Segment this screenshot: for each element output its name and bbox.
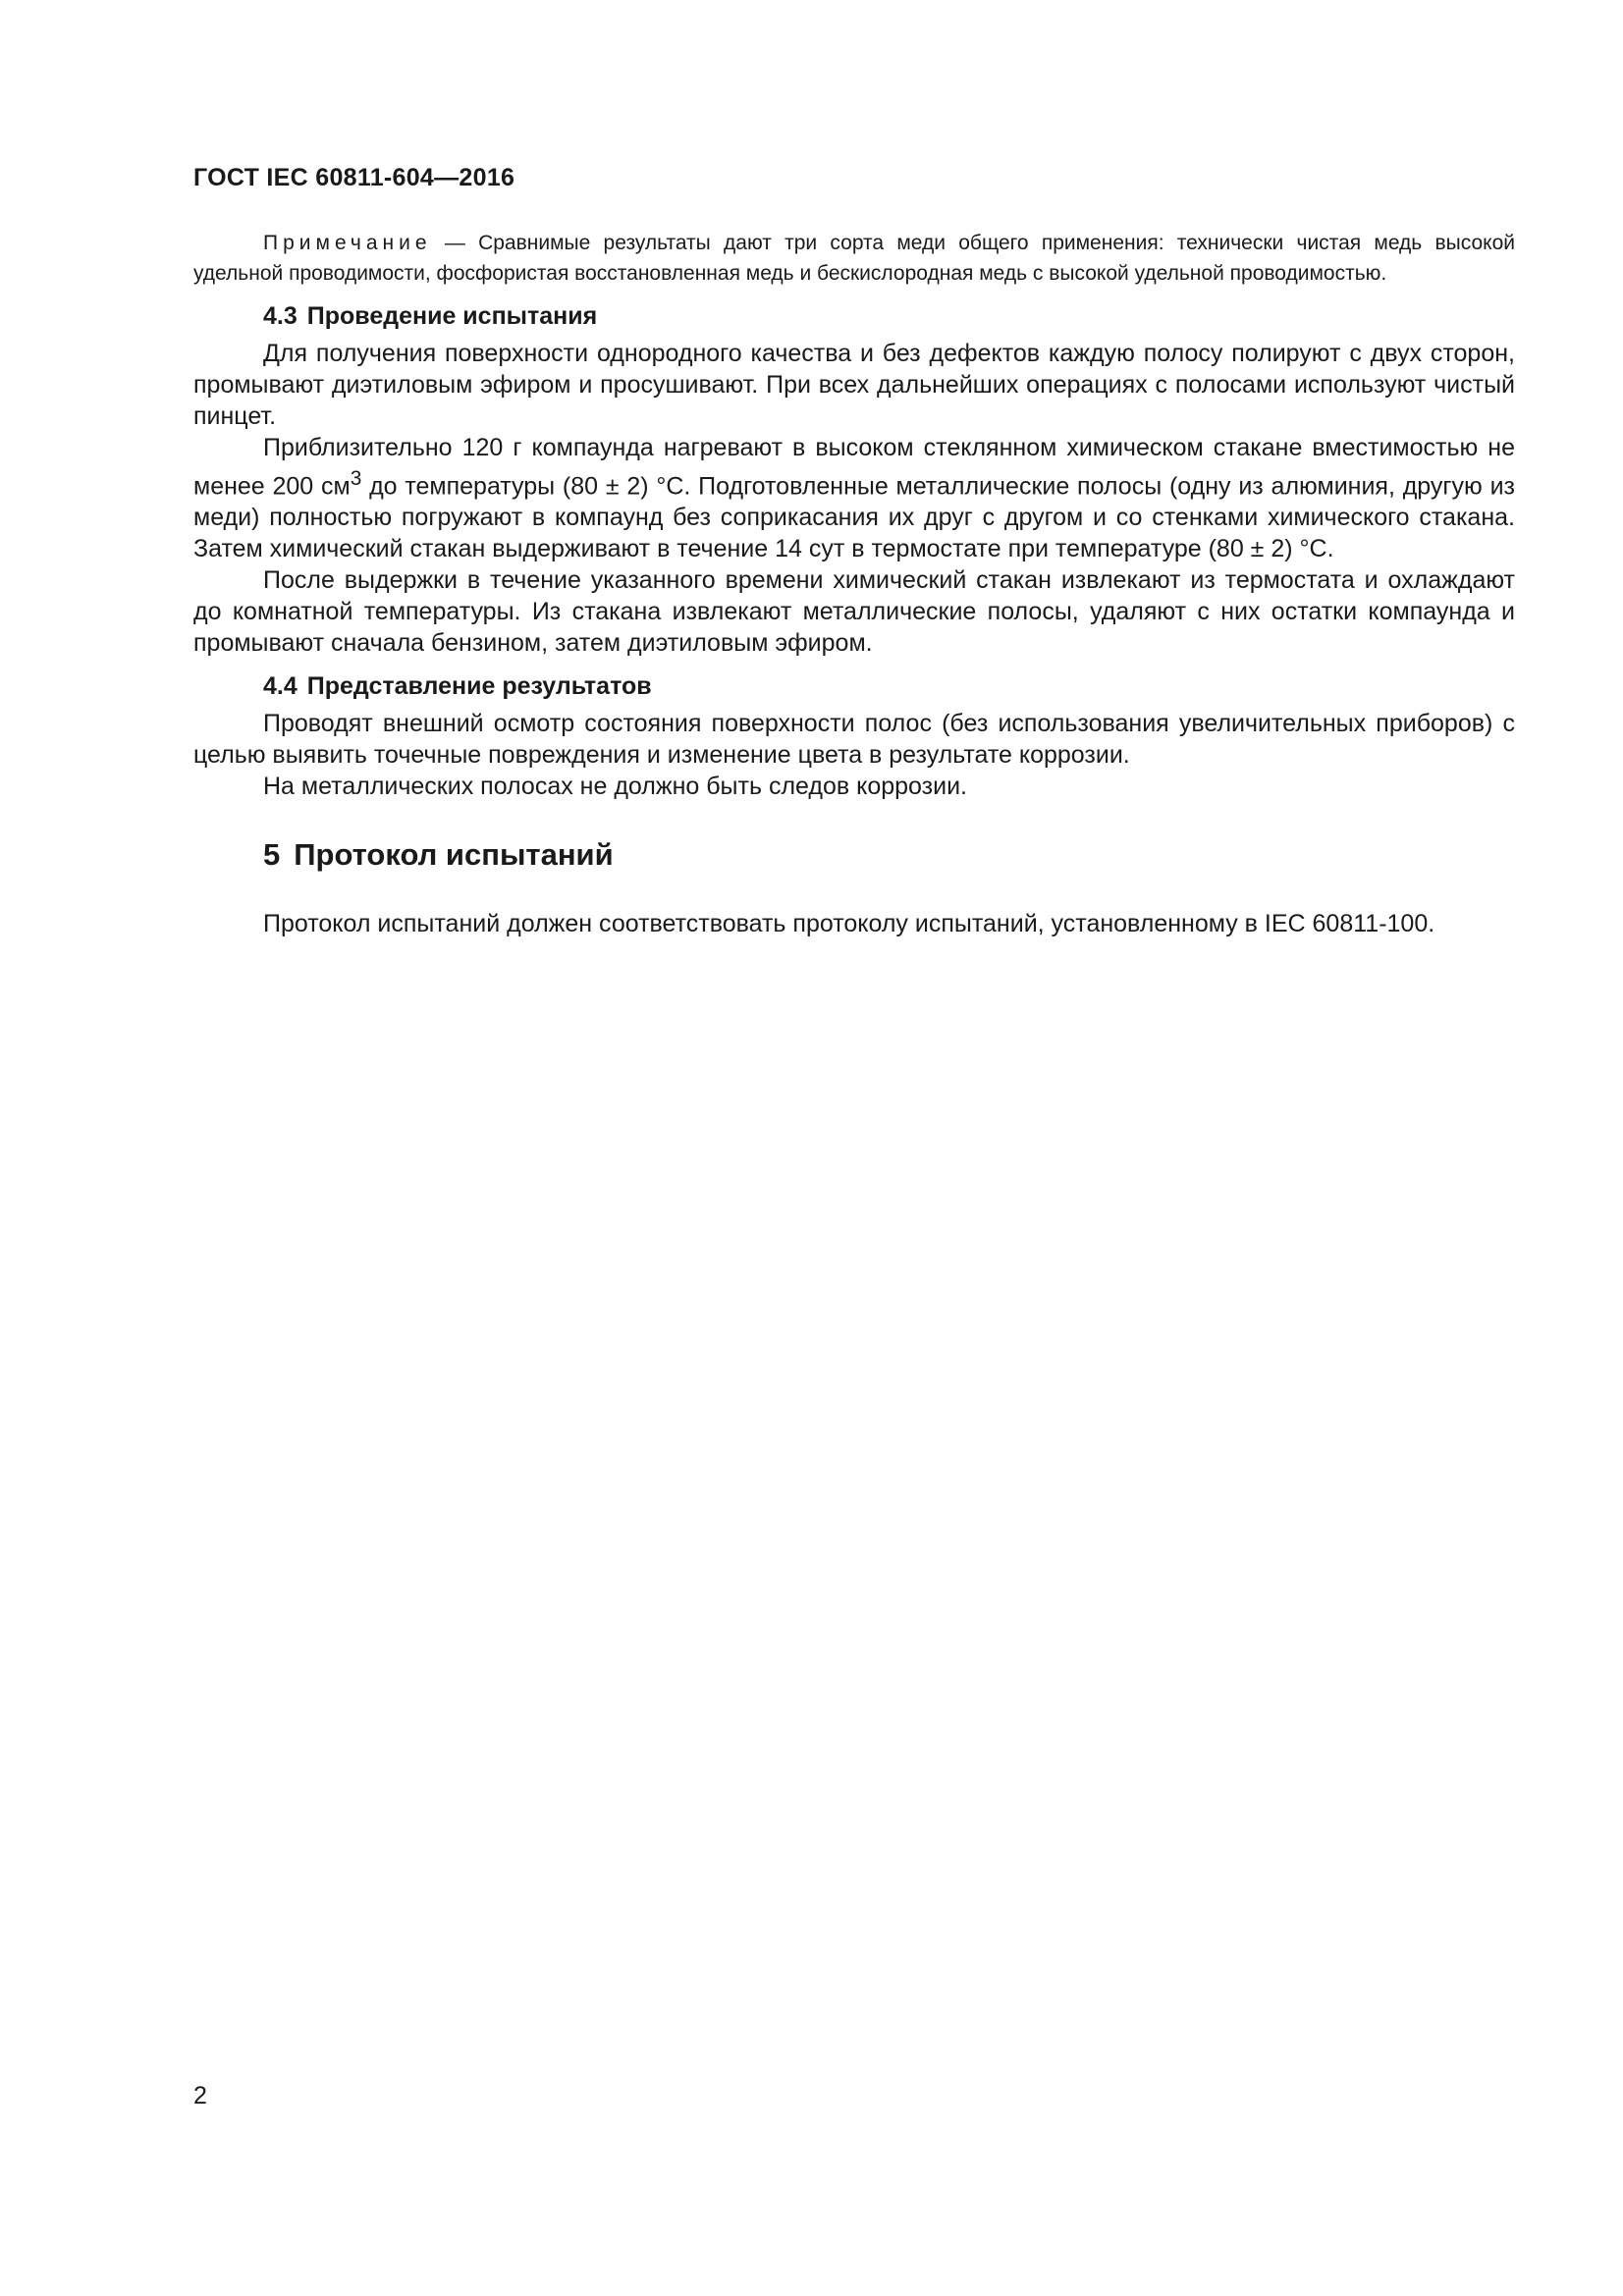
section-title: Проведение испытания [306,302,598,330]
chapter-number: 5 [263,837,281,873]
chapter-title: Протокол испытаний [294,837,614,873]
paragraph: Для получения поверхности однородного качества и без дефектов каждую полосу полируют с двух сторон, промывают диэтиловым эфиром и просушивают. При всех дальнейших операциях с полосами используют чистый пинцет. [193,340,1515,430]
paragraph [193,432,1515,564]
note-text: — Сравнимые результаты дают три сорта меди общего применения: технически чистая медь высокой удельной проводимости, фосфористая восстановленная медь и бескислородная медь с высокой удельной проводимостью. [193,232,1515,285]
note-paragraph [193,228,1515,289]
paragraph: После выдержки в течение указанного времени химический стакан извлекают из термостата и охлаждают до комнатной температуры. Из стакана извлекают металлические полосы, удаляют с них остатки компаунда и промывают сначала бензином, затем диэтиловым эфиром. [193,566,1515,658]
standard-designation: ГОСТ IEC 60811-604—2016 [193,164,515,191]
section-heading-4-4 [193,670,1515,702]
superscript: 3 [350,467,362,490]
section-number: 4.4 [263,672,298,701]
note-label: Примечание [263,232,432,254]
paragraph: На металлических полосах не должно быть следов коррозии. [263,773,967,801]
paragraph: Протокол испытаний должен соответствовать протоколу испытаний, установленному в IEC 60811-100. [263,910,1435,938]
section-title: Представление результатов [306,672,652,701]
paragraph: Проводят внешний осмотр состояния поверхности полос (без использования увеличительных приборов) с целью выявить точечные повреждения и изменение цвета в результате коррозии. [193,710,1515,770]
page-content [193,228,1515,939]
section-heading-4-3 [193,300,1515,332]
page-number: 2 [193,2082,207,2109]
paragraph-text: Приблизительно 120 г компаунда нагревают в высоком стеклянном химическом стакане вместимостью не менее 200 см [193,434,1515,501]
section-number: 4.3 [263,302,298,330]
chapter-heading-5 [193,835,1515,875]
paragraph-text: до температуры (80 ± 2) °С. Подготовленные металлические полосы (одну из алюминия, другую из меди) полностью погружают в компаунд без соприкасания их друг с другом и со стенками химического стакана. Затем химический стакан выдерживают в течение 14 сут в термостате при температуре (80 ± 2) °С. [193,472,1515,563]
